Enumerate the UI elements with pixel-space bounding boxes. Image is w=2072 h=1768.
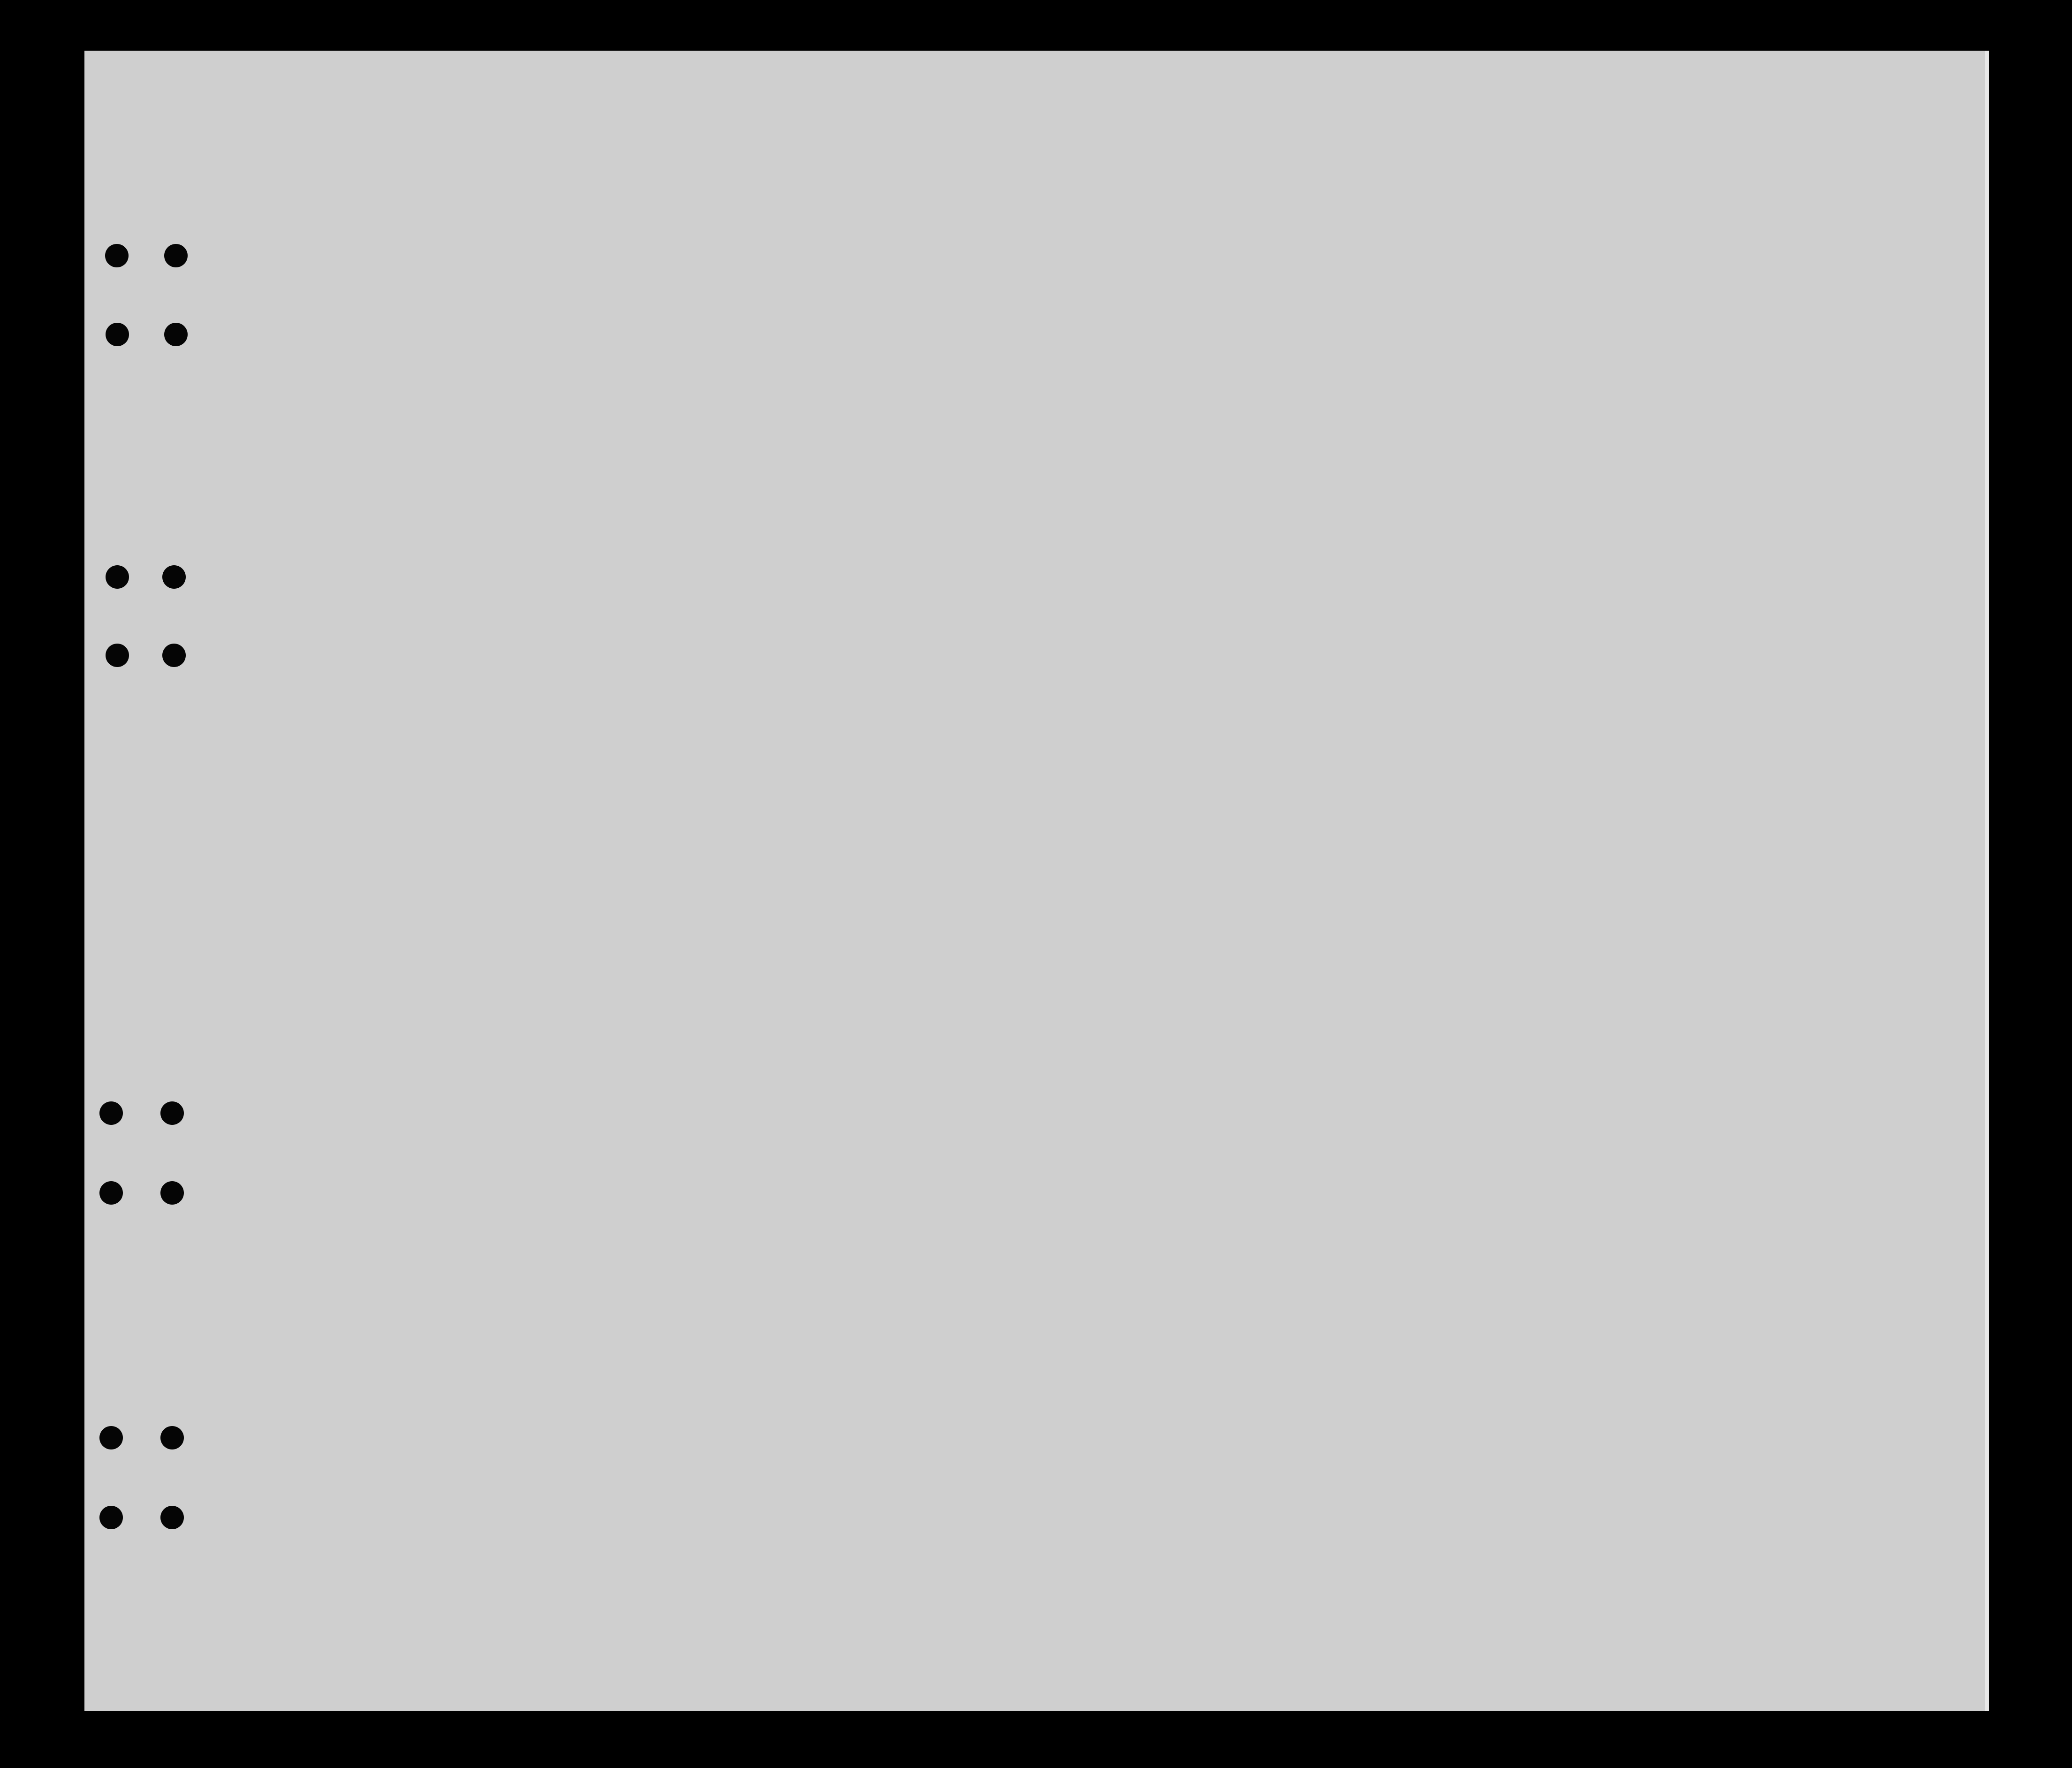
punch-hole [160, 1506, 184, 1529]
ruled-grid [84, 51, 1989, 1711]
punch-hole [106, 565, 129, 589]
punch-hole [160, 1181, 184, 1205]
punch-hole [162, 565, 186, 589]
punch-hole [164, 323, 188, 346]
punch-hole [99, 1506, 123, 1529]
punch-hole [99, 1426, 123, 1449]
punch-hole [99, 1181, 123, 1205]
punch-hole [160, 1426, 184, 1449]
punch-hole [99, 1101, 123, 1125]
punch-hole [106, 644, 129, 667]
punch-hole [162, 644, 186, 667]
manifest-sheet [84, 51, 1989, 1711]
punch-hole [106, 323, 129, 346]
punch-hole [164, 244, 188, 267]
punch-hole [160, 1101, 184, 1125]
punch-hole [105, 244, 129, 267]
